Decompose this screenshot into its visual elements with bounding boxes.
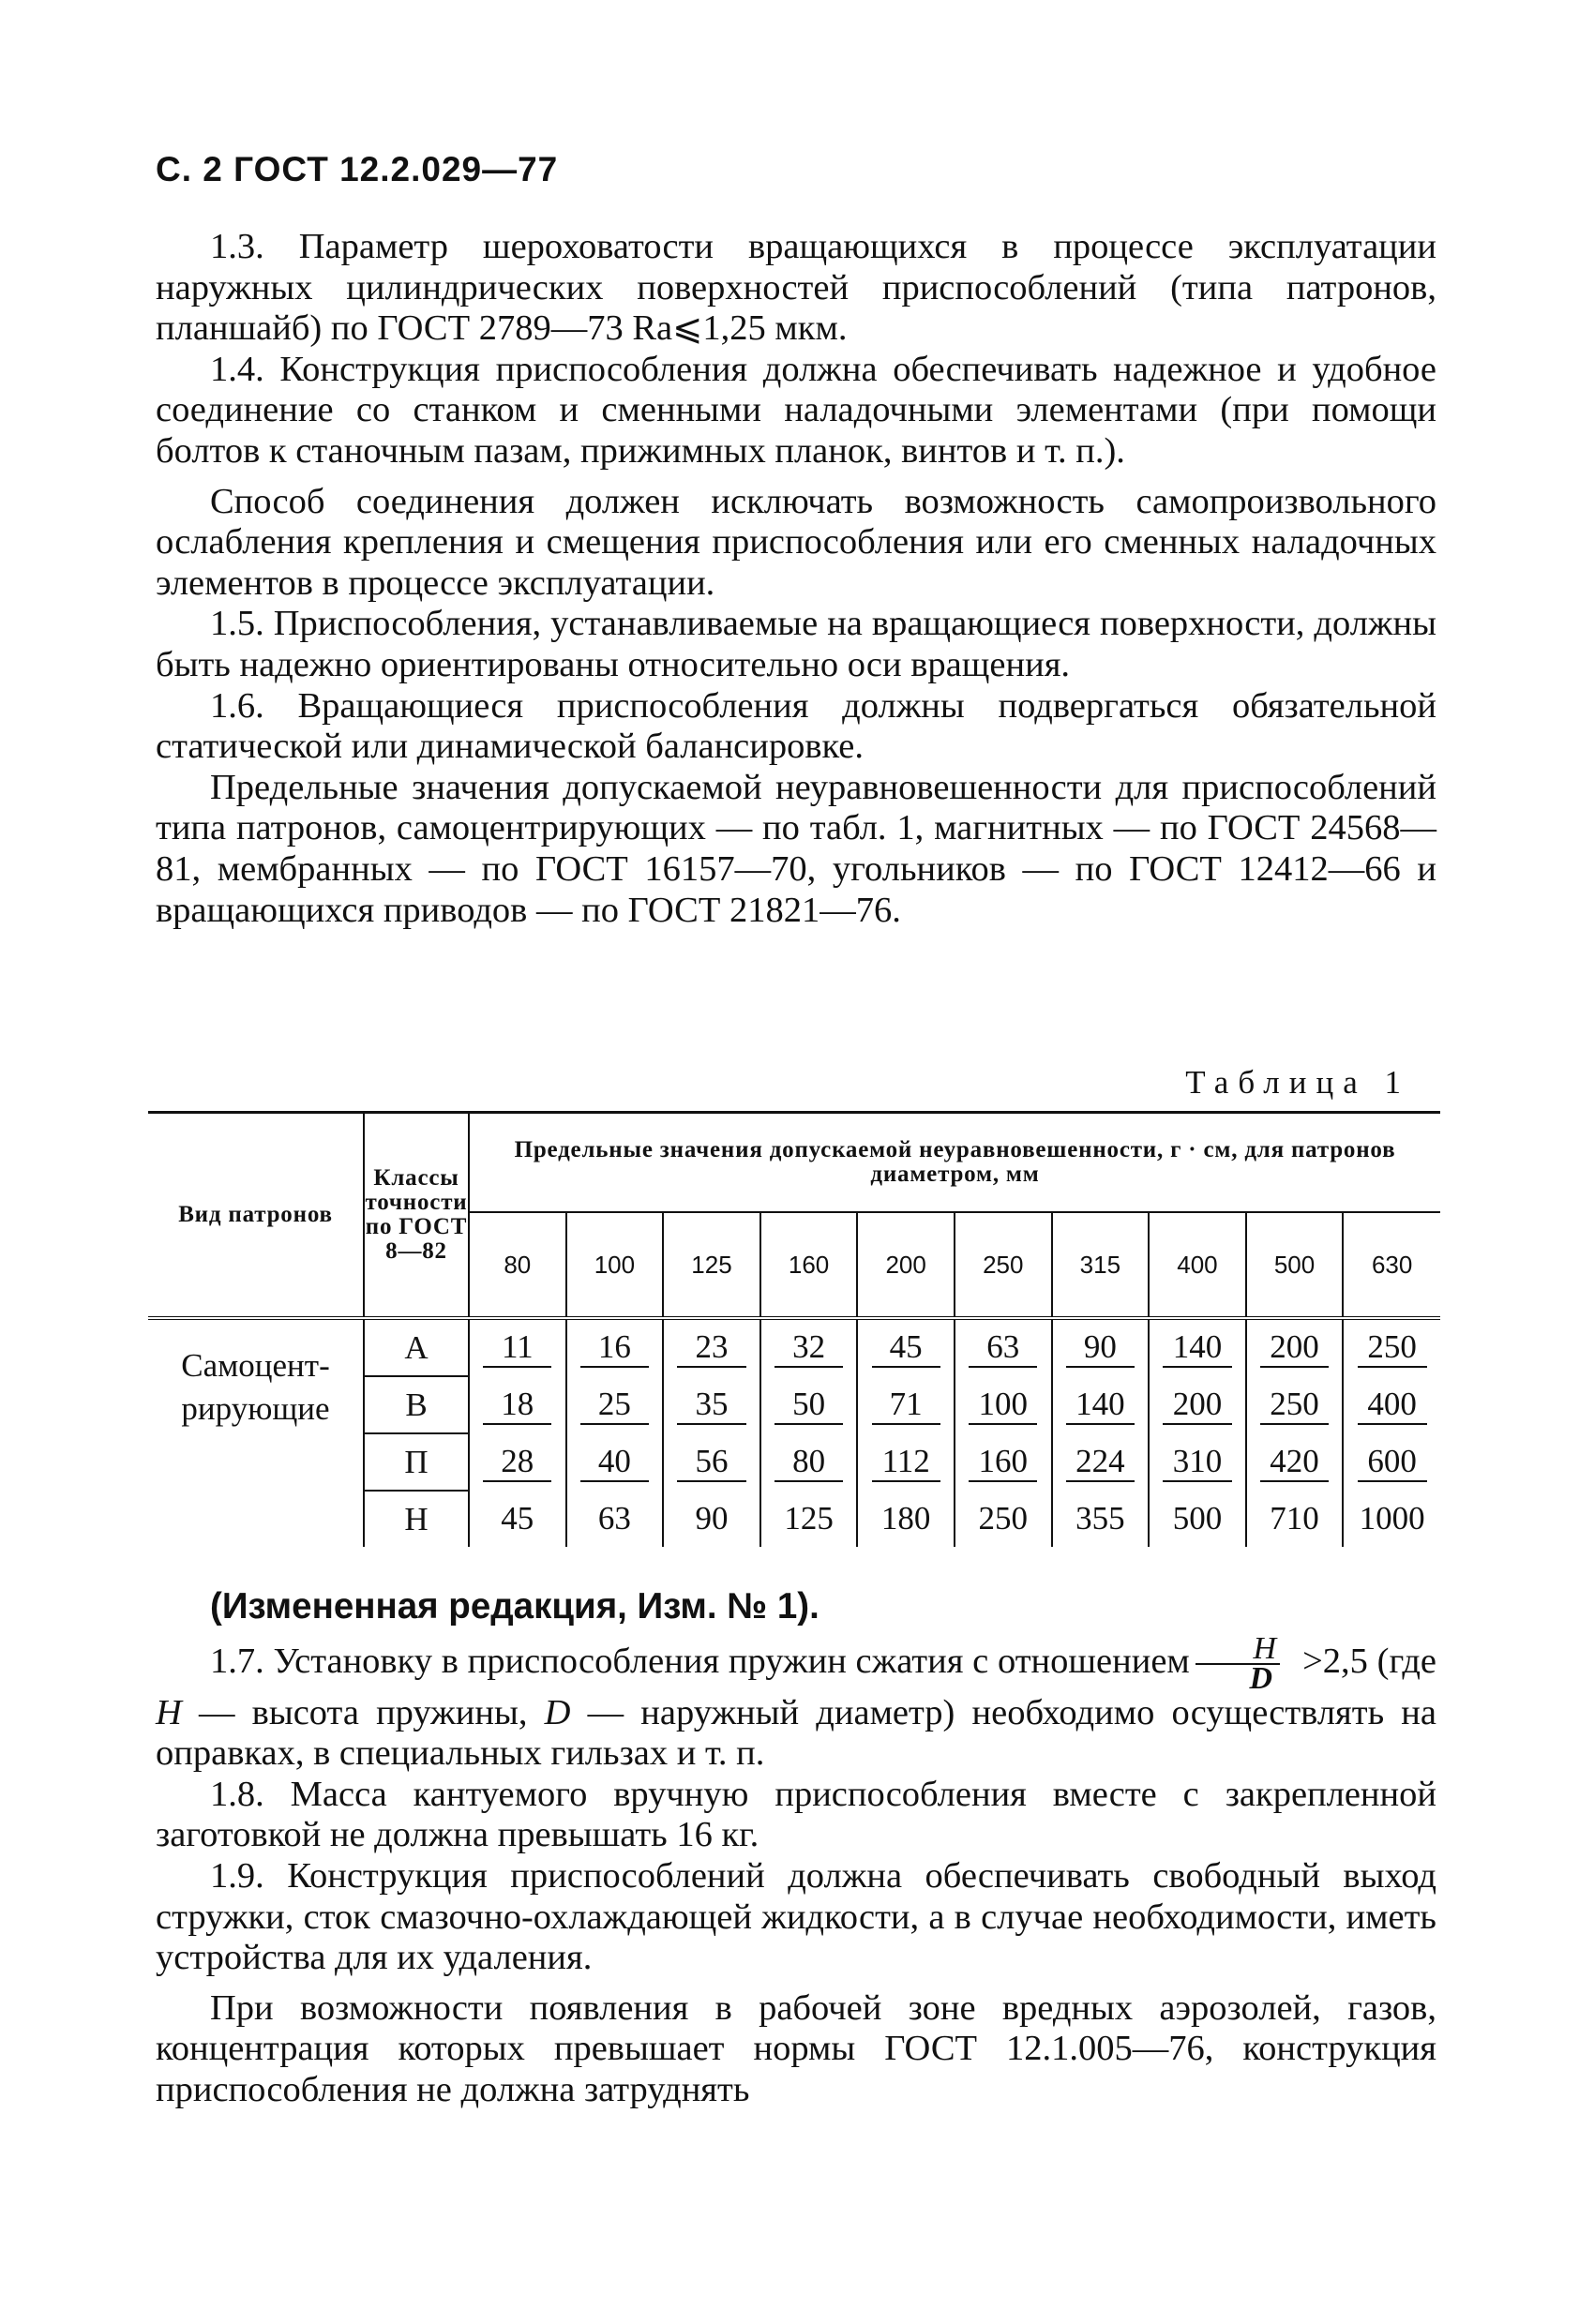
accuracy-class-cell: Н bbox=[364, 1491, 469, 1547]
header-chuck-type: Вид патронов bbox=[148, 1113, 364, 1319]
value-text: 355 bbox=[1075, 1500, 1125, 1537]
paragraph-1-7 bbox=[156, 1630, 1437, 1775]
value-text: 16 bbox=[580, 1328, 649, 1368]
value-text: 160 bbox=[969, 1443, 1037, 1482]
value-cell bbox=[1052, 1433, 1150, 1491]
value-cell bbox=[663, 1433, 760, 1491]
value-text: 420 bbox=[1260, 1443, 1329, 1482]
value-cell bbox=[1149, 1491, 1246, 1547]
value-text: 63 bbox=[597, 1500, 631, 1537]
value-cell bbox=[955, 1491, 1052, 1547]
value-cell bbox=[857, 1318, 955, 1376]
unbalance-table bbox=[148, 1111, 1440, 1547]
value-cell bbox=[760, 1318, 858, 1376]
value-cell bbox=[1343, 1376, 1440, 1433]
value-cell bbox=[955, 1318, 1052, 1376]
table-row bbox=[148, 1318, 1440, 1376]
value-cell bbox=[1246, 1318, 1344, 1376]
value-cell bbox=[1052, 1376, 1150, 1433]
value-text: 25 bbox=[580, 1386, 649, 1425]
value-text: 63 bbox=[969, 1328, 1037, 1368]
value-cell bbox=[469, 1491, 566, 1547]
p17-rest-1: >2,5 (где bbox=[1302, 1641, 1437, 1681]
paragraph-1-3: 1.3. Параметр шероховатости вращающихся в процессе эксплуатации наружных цилиндрических поверхностей приспособлений (типа патронов, планшайб) по ГОСТ 2789—73 Ra⩽1,25 мкм. bbox=[156, 227, 1436, 349]
value-text: 40 bbox=[580, 1443, 649, 1482]
value-text: 71 bbox=[872, 1386, 940, 1425]
value-text: 200 bbox=[1260, 1328, 1329, 1368]
value-text: 710 bbox=[1270, 1500, 1319, 1537]
value-text: 56 bbox=[677, 1443, 745, 1482]
accuracy-class-cell: А bbox=[364, 1318, 469, 1376]
paragraph-1-5: 1.5. Приспособления, устанавливаемые на вращающиеся поверхности, должны быть надежно ориентированы относительно оси вращения. bbox=[156, 604, 1436, 684]
value-text: 140 bbox=[1163, 1328, 1231, 1368]
paragraph-1-6: 1.6. Вращающиеся приспособления должны подвергаться обязательной статической или динамической балансировке. bbox=[156, 685, 1436, 767]
value-text: 125 bbox=[784, 1500, 834, 1537]
unbalance-table-wrapper bbox=[148, 1111, 1440, 1547]
header-diameter-400: 400 bbox=[1149, 1212, 1246, 1318]
value-text: 310 bbox=[1163, 1443, 1231, 1482]
table-body bbox=[148, 1318, 1440, 1547]
value-cell bbox=[1246, 1376, 1344, 1433]
bottom-text-block bbox=[156, 1586, 1436, 2111]
top-text-block bbox=[156, 227, 1436, 931]
value-text: 180 bbox=[880, 1500, 931, 1537]
value-cell bbox=[663, 1318, 760, 1376]
paragraph-1-4: 1.4. Конструкция приспособления должна обеспечивать надежное и удобное соединение со станком и сменными наладочными элементами (при помощи болтов к станочным пазам, прижимных планок, винтов и т. п.). bbox=[156, 349, 1436, 471]
paragraph-unbalance-limits: Предельные значения допускаемой неуравновешенности для приспособлений типа патронов, самоцентрирующих — по табл. 1, магнитных — по ГОСТ 24568—81, мембранных — по ГОСТ 16157—70, угольников — по ГОСТ 12412—66 и вращающихся приводов — по ГОСТ 21821—76. bbox=[156, 767, 1436, 930]
value-cell bbox=[955, 1376, 1052, 1433]
value-cell bbox=[760, 1433, 858, 1491]
value-cell bbox=[566, 1491, 664, 1547]
value-cell bbox=[1246, 1491, 1344, 1547]
p17-var-d: D bbox=[544, 1692, 571, 1732]
value-text: 500 bbox=[1172, 1500, 1223, 1537]
header-diameter-80: 80 bbox=[469, 1212, 566, 1318]
value-text: 45 bbox=[872, 1328, 940, 1368]
value-cell bbox=[857, 1376, 955, 1433]
fraction-numerator: H bbox=[1196, 1635, 1281, 1665]
value-text: 32 bbox=[774, 1328, 843, 1368]
value-text: 28 bbox=[483, 1443, 551, 1482]
value-cell bbox=[663, 1491, 760, 1547]
value-text: 18 bbox=[483, 1386, 551, 1425]
value-text: 250 bbox=[1358, 1328, 1427, 1368]
header-diameter-630: 630 bbox=[1343, 1212, 1440, 1318]
value-text: 35 bbox=[677, 1386, 745, 1425]
value-text: 400 bbox=[1358, 1386, 1427, 1425]
value-text: 50 bbox=[774, 1386, 843, 1425]
value-cell bbox=[1149, 1318, 1246, 1376]
value-cell bbox=[1246, 1433, 1344, 1491]
h-over-d-fraction bbox=[1196, 1630, 1281, 1696]
value-text: 200 bbox=[1163, 1386, 1231, 1425]
accuracy-class-cell: П bbox=[364, 1433, 469, 1491]
value-text: 600 bbox=[1358, 1443, 1427, 1482]
value-text: 23 bbox=[677, 1328, 745, 1368]
paragraph-1-9: 1.9. Конструкция приспособлений должна обеспечивать свободный выход стружки, сток смазочно-охлаждающей жидкости, а в случае необходимости, иметь устройства для их удаления. bbox=[156, 1855, 1436, 1978]
value-cell bbox=[663, 1376, 760, 1433]
header-diameter-125: 125 bbox=[663, 1212, 760, 1318]
value-text: 80 bbox=[774, 1443, 843, 1482]
value-cell bbox=[469, 1376, 566, 1433]
p17-rest-2: — высота пружины, bbox=[181, 1692, 545, 1732]
paragraph-1-8: 1.8. Масса кантуемого вручную приспособления вместе с закрепленной заготовкой не должна превышать 16 кг. bbox=[156, 1774, 1436, 1855]
p17-rest-3: — наружный диаметр) необходимо осуществлять на оправках, в специальных гильзах и т. п. bbox=[156, 1692, 1436, 1774]
value-cell bbox=[469, 1318, 566, 1376]
value-text: 11 bbox=[483, 1328, 551, 1368]
header-accuracy-class: Классы точности по ГОСТ 8—82 bbox=[364, 1113, 469, 1319]
value-text: 100 bbox=[969, 1386, 1037, 1425]
paragraph-harmful-aerosols: При возможности появления в рабочей зоне вредных аэрозолей, газов, концентрация которых превышает нормы ГОСТ 12.1.005—76, конструкция приспособления не должна затруднять bbox=[156, 1987, 1436, 2109]
value-text: 250 bbox=[1260, 1386, 1329, 1425]
value-cell bbox=[760, 1491, 858, 1547]
value-cell bbox=[1052, 1491, 1150, 1547]
p17-lead: 1.7. Установку в приспособления пружин сжатия с отношением bbox=[210, 1641, 1190, 1681]
header-diameter-200: 200 bbox=[857, 1212, 955, 1318]
header-diameter-500: 500 bbox=[1246, 1212, 1344, 1318]
value-text: 90 bbox=[695, 1500, 729, 1537]
table-caption: Таблица 1 bbox=[1185, 1064, 1410, 1101]
header-diameter-100: 100 bbox=[566, 1212, 664, 1318]
value-cell bbox=[566, 1433, 664, 1491]
header-diameter-160: 160 bbox=[760, 1212, 858, 1318]
value-cell bbox=[955, 1433, 1052, 1491]
value-cell bbox=[1343, 1491, 1440, 1547]
value-text: 1000 bbox=[1359, 1500, 1425, 1537]
paragraph-connection-method: Способ соединения должен исключать возможность самопроизвольного ослабления крепления и смещения приспособления или его сменных наладочных элементов в процессе эксплуатации. bbox=[156, 481, 1436, 603]
value-cell bbox=[469, 1433, 566, 1491]
value-text: 112 bbox=[872, 1443, 940, 1482]
accuracy-class-cell: В bbox=[364, 1376, 469, 1433]
value-cell bbox=[760, 1376, 858, 1433]
value-text: 224 bbox=[1066, 1443, 1135, 1482]
value-cell bbox=[566, 1376, 664, 1433]
value-cell bbox=[1052, 1318, 1150, 1376]
value-cell bbox=[566, 1318, 664, 1376]
p17-var-h: H bbox=[156, 1692, 182, 1732]
fraction-denominator: D bbox=[1249, 1660, 1273, 1696]
value-cell bbox=[1149, 1376, 1246, 1433]
value-cell bbox=[857, 1491, 955, 1547]
value-cell bbox=[1149, 1433, 1246, 1491]
amendment-note: (Измененная редакция, Изм. № 1). bbox=[210, 1586, 820, 1627]
value-text: 45 bbox=[501, 1500, 534, 1537]
header-diameter-315: 315 bbox=[1052, 1212, 1150, 1318]
value-text: 140 bbox=[1066, 1386, 1135, 1425]
value-text: 90 bbox=[1066, 1328, 1135, 1368]
value-cell bbox=[1343, 1318, 1440, 1376]
page-header: С. 2 ГОСТ 12.2.029—77 bbox=[156, 150, 559, 188]
header-diameter-250: 250 bbox=[955, 1212, 1052, 1318]
value-text: 250 bbox=[978, 1500, 1029, 1537]
header-unbalance-limits: Предельные значения допускаемой неуравновешенности, г · см, для патронов диаметром, мм bbox=[469, 1113, 1440, 1213]
group-label-self-centering: Самоцент-рирующие bbox=[148, 1318, 364, 1547]
value-cell bbox=[1343, 1433, 1440, 1491]
value-cell bbox=[857, 1433, 955, 1491]
